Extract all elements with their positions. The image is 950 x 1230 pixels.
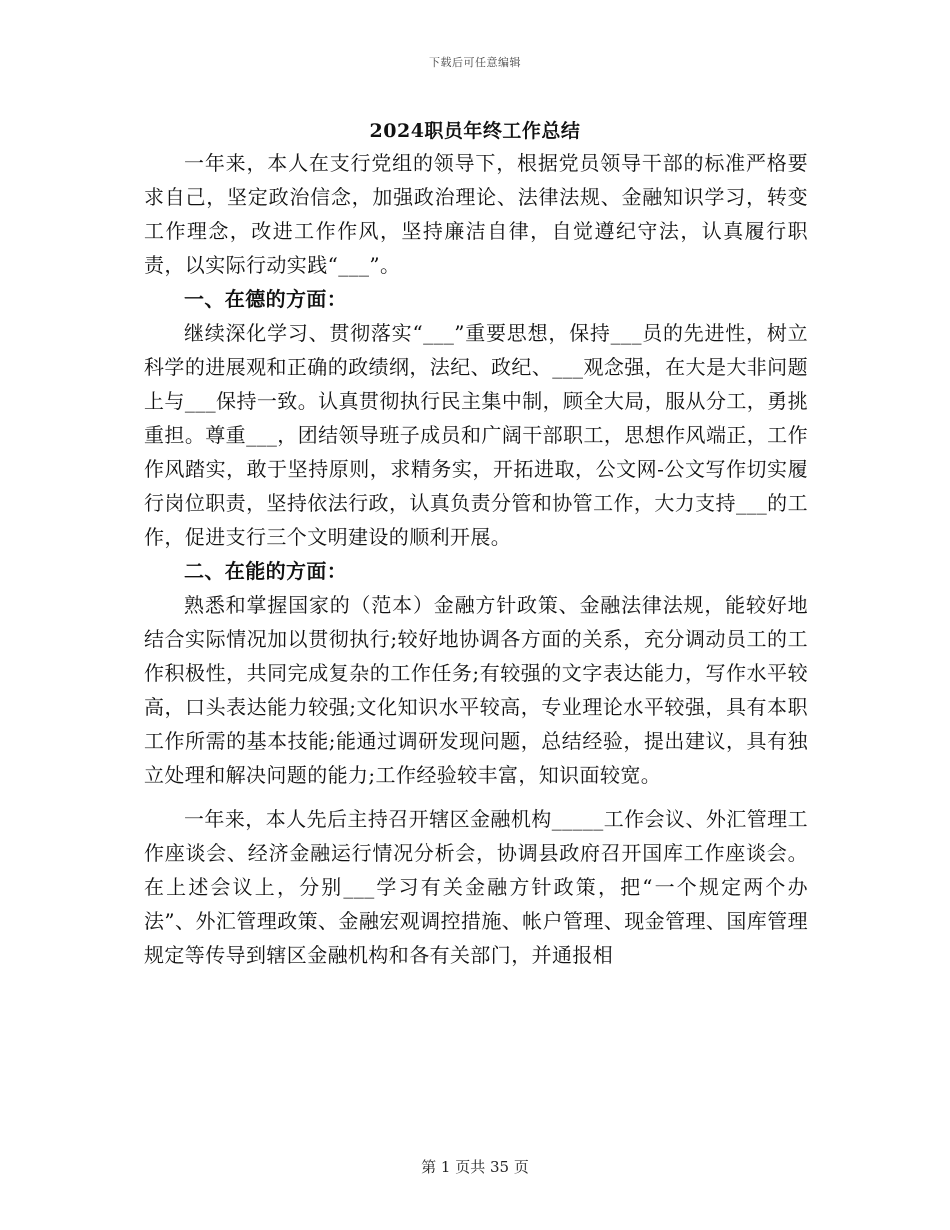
morality-paragraph: 继续深化学习、贯彻落实“___”重要思想，保持___员的先进性，树立科学的进展观和正确的政绩纲，法纪、政纪、___观念强，在大是大非问题上与___保持一致。认真贯彻执行民主集中制，顾全大局，服从分工，勇挑重担。尊重___，团结领导班子成员和广阔干部职工，思想作风端正，工作作风踏实，敢于坚持原则，求精务实，开拓进取，公文网-公文写作切实履行岗位职责，坚持依法行政，认真负责分管和协管工作，大力支持___的工作，促进支行三个文明建设的顺利开展。 bbox=[144, 321, 808, 549]
document-body bbox=[144, 146, 808, 972]
section-heading-ability: 二、在能的方面： bbox=[184, 559, 348, 583]
paragraph-gap bbox=[144, 792, 808, 802]
ability-paragraph: 熟悉和掌握国家的（范本）金融方针政策、金融法律法规，能较好地结合实际情况加以贯彻执行;较好地协调各方面的关系，充分调动员工的工作积极性，共同完成复杂的工作任务;有较强的文字表达能力，写作水平较高，口头表达能力较强;文化知识水平较高，专业理论水平较强，具有本职工作所需的基本技能;能通过调研发现问题，总结经验，提出建议，具有独立处理和解决问题的能力;工作经验较丰富，知识面较宽。 bbox=[144, 593, 808, 787]
document-title: 2024职员年终工作总结 bbox=[369, 120, 581, 142]
meetings-paragraph: 一年来，本人先后主持召开辖区金融机构_____工作会议、外汇管理工作座谈会、经济金融运行情况分析会，协调县政府召开国库工作座谈会。在上述会议上，分别___学习有关金融方针政策，把“一个规定两个办法”、外汇管理政策、金融宏观调控措施、帐户管理、现金管理、国库管理规定等传导到辖区金融机构和各有关部门，并通报相 bbox=[144, 807, 808, 967]
page-header-note: 下载后可任意编辑 bbox=[429, 56, 521, 69]
page-number: 第 1 页共 35 页 bbox=[421, 1158, 529, 1176]
intro-paragraph: 一年来，本人在支行党组的领导下，根据党员领导干部的标准严格要求自己，坚定政治信念，加强政治理论、法律法规、金融知识学习，转变工作理念，改进工作作风，坚持廉洁自律，自觉遵纪守法，认真履行职责，以实际行动实践“___”。 bbox=[144, 151, 808, 277]
section-heading-morality: 一、在德的方面： bbox=[184, 287, 348, 311]
